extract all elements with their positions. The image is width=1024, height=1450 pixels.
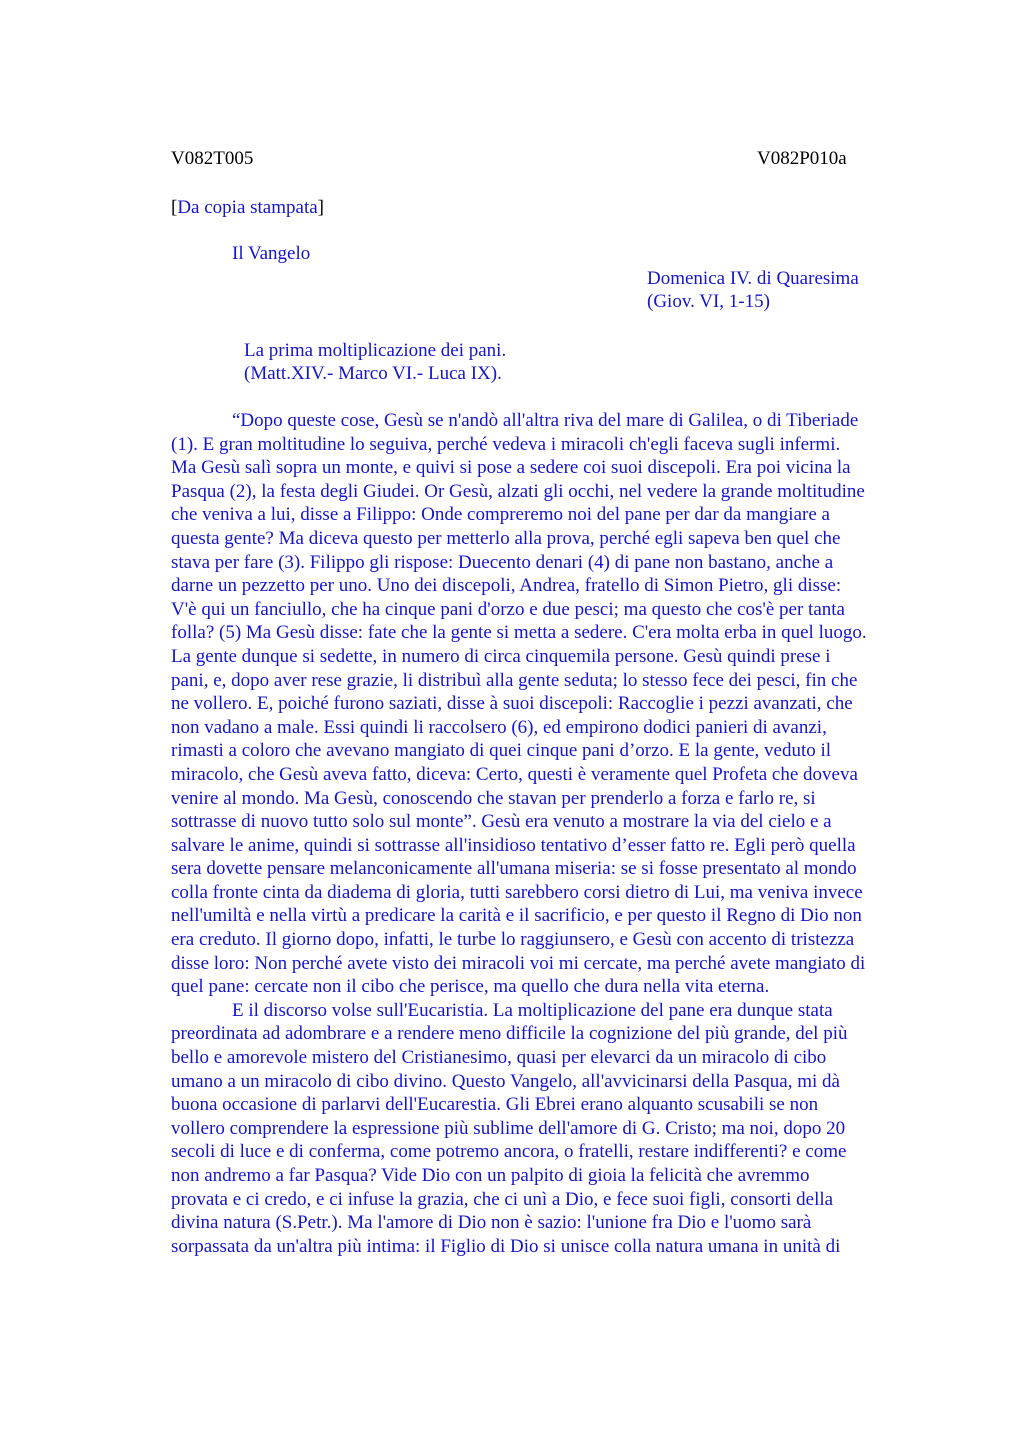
body-line: sottrasse di nuovo tutto solo sul monte”. Gesù era venuto a mostrare la via del cielo e a <box>171 811 832 833</box>
body-line: che veniva a lui, disse a Filippo: Onde compreremo noi del pane per dar da mangiare a <box>171 504 830 526</box>
source-note <box>171 196 324 220</box>
source-note-open-bracket: [ <box>171 197 178 218</box>
body-line: E il discorso volse sull'Eucaristia. La moltiplicazione del pane era dunque stata <box>232 999 833 1021</box>
body-text <box>171 409 867 1258</box>
body-line: salvare le anime, quindi si sottrasse all'insidioso tentativo d’esser fatto re. Egli però quella <box>171 834 856 856</box>
body-line: venire al mondo. Ma Gesù, conoscendo che stavan per prenderlo a forza e farlo re, si <box>171 787 816 809</box>
body-line: colla fronte cinta da diadema di gloria, tutti sarebbero corsi dietro di Lui, ma veniva invece <box>171 881 863 903</box>
body-line: sera dovette pensare melanconicamente all'umana miseria: se si fosse presentato al mondo <box>171 858 857 880</box>
section-references: (Matt.XIV.- Marco VI.- Luca IX). <box>244 363 502 384</box>
body-line: La gente dunque si sedette, in numero di circa cinquemila persone. Gesù quindi prese i <box>171 645 831 667</box>
page-title: Il Vangelo <box>232 243 311 264</box>
body-line: provata e ci credo, e ci infuse la grazia, che ci unì a Dio, e fece suoi figli, consorti della <box>171 1188 834 1210</box>
source-note-text: Da copia stampata <box>177 197 318 218</box>
body-line: (1). E gran moltitudine lo seguiva, perché vedeva i miracoli ch'egli faceva sugli infermi. <box>171 433 841 455</box>
body-line: preordinata ad adombrare e a rendere meno difficile la cognizione del più grande, del più <box>171 1023 848 1045</box>
body-line: quel pane: cercate non il cibo che perisce, ma quello che dura nella vita eterna. <box>171 976 770 998</box>
body-line: era creduto. Il giorno dopo, infatti, le turbe lo raggiunsero, e Gesù con accento di tristezza <box>171 929 855 951</box>
document-code-right: V082P010a <box>757 148 847 169</box>
body-line: non andremo a far Pasqua? Vide Dio con un palpito di gioia la felicità che avremmo <box>171 1165 810 1186</box>
gospel-reference: (Giov. VI, 1-15) <box>647 291 770 312</box>
body-line: Ma Gesù salì sopra un monte, e quivi si pose a sedere coi suoi discepoli. Era poi vicina la <box>171 457 851 479</box>
body-line: vollero comprendere la espressione più sublime dell'amore di G. Cristo; ma noi, dopo 20 <box>171 1117 846 1139</box>
liturgical-occasion: Domenica IV. di Quaresima <box>647 268 859 289</box>
body-line: questa gente? Ma diceva questo per metterlo alla prova, perché egli sapeva ben quel che <box>171 527 841 549</box>
body-line: non vadano a male. Essi quindi li raccolsero (6), ed empirono dodici panieri di avanzi, <box>171 716 827 738</box>
body-line: umano a un miracolo di cibo divino. Questo Vangelo, all'avvicinarsi della Pasqua, mi dà <box>171 1070 840 1092</box>
body-line: pani, e, dopo aver rese grazie, li distribuì alla gente seduta; lo stesso fece dei pesci, fin che <box>171 669 858 691</box>
body-line: ne vollero. E, poiché furono saziati, disse à suoi discepoli: Raccoglie i pezzi avanzati, che <box>171 693 853 715</box>
body-line: bello e amorevole mistero del Cristianesimo, quasi per elevarci da un miracolo di cibo <box>171 1047 827 1069</box>
body-line: buona occasione di parlarvi dell'Eucarestia. Gli Ebrei erano alquanto scusabili se non <box>171 1094 819 1116</box>
body-line: darne un pezzetto per uno. Uno dei discepoli, Andrea, fratello di Simon Pietro, gli disse: <box>171 575 842 597</box>
body-line: rimasti a coloro che avevano mangiato di quei cinque pani d’orzo. E la gente, veduto il <box>171 740 832 762</box>
body-line: sorpassata da un'altra più intima: il Figlio di Dio si unisce colla natura umana in unità di <box>171 1235 841 1257</box>
source-note-close-bracket: ] <box>317 197 324 218</box>
body-line: miracolo, che Gesù aveva fatto, diceva: Certo, questi è veramente quel Profeta che doveva <box>171 763 858 785</box>
body-line: folla? (5) Ma Gesù disse: fate che la gente si metta a sedere. C'era molta erba in quel luogo. <box>171 622 867 644</box>
body-line: secoli di luce e di conferma, come potremo ancora, o fratelli, restare indifferenti? e come <box>171 1141 847 1163</box>
body-line: divina natura (S.Petr.). Ma l'amore di Dio non è sazio: l'unione fra Dio e l'uomo sarà <box>171 1212 812 1234</box>
body-line: nell'umiltà e nella virtù a predicare la carità e il sacrificio, e per questo il Regno di Dio non <box>171 905 862 927</box>
body-line: V'è qui un fanciullo, che ha cinque pani d'orzo e due pesci; ma questo che cos'è per tanta <box>171 598 845 620</box>
section-title: La prima moltiplicazione dei pani. <box>244 340 507 361</box>
document-code-left: V082T005 <box>171 148 254 169</box>
body-line: disse loro: Non perché avete visto dei miracoli voi mi cercate, ma perché avete mangiato di <box>171 952 866 974</box>
body-line: stava per fare (3). Filippo gli rispose: Duecento denari (4) di pane non bastano, anche a <box>171 551 834 573</box>
body-line: Pasqua (2), la festa degli Giudei. Or Gesù, alzati gli occhi, nel vedere la grande moltitudine <box>171 480 865 502</box>
body-line: “Dopo queste cose, Gesù se n'andò all'altra riva del mare di Galilea, o di Tiberiade <box>232 410 859 431</box>
